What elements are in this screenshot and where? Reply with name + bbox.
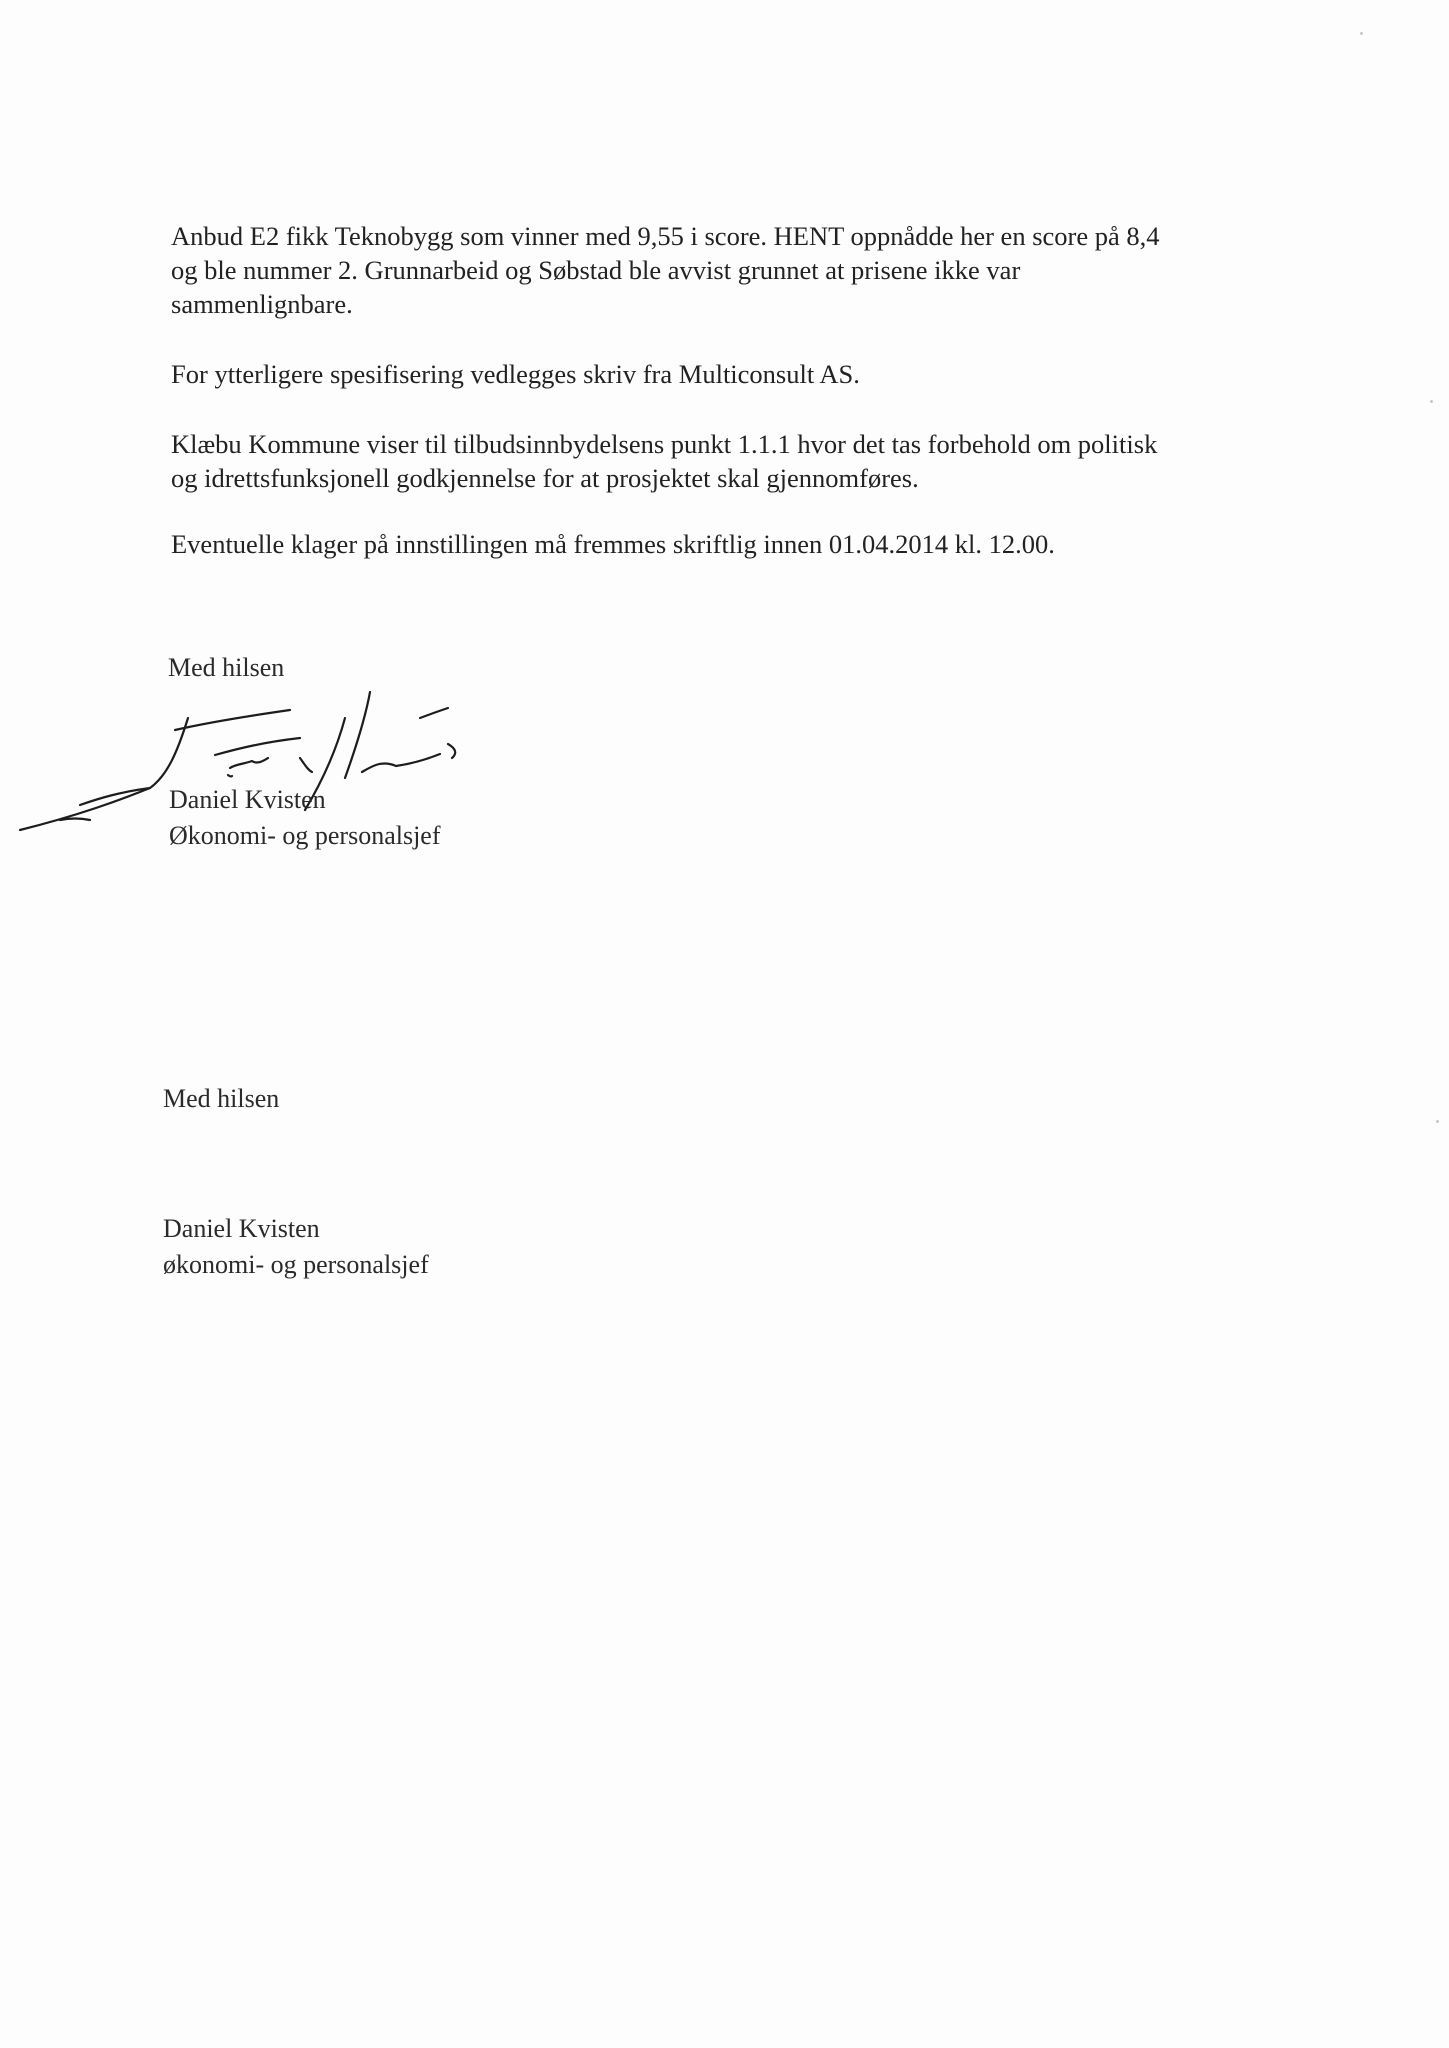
- signed-closing-name: Daniel Kvisten: [169, 785, 326, 814]
- paragraph-reservation: Klæbu Kommune viser til tilbudsinnbydelsens punkt 1.1.1 hvor det tas forbehold om politisk og idrettsfunksjonell godkjennelse for at prosjektet skal gjennomføres.: [171, 429, 1158, 493]
- closing-name: Daniel Kvisten: [163, 1214, 320, 1243]
- closing-title: økonomi- og personalsjef: [163, 1250, 429, 1279]
- closing-greeting: Med hilsen: [163, 1084, 280, 1113]
- scan-speck: [1430, 400, 1433, 403]
- paragraph-specification: For ytterligere spesifisering vedlegges skriv fra Multiconsult AS.: [171, 359, 860, 389]
- signed-closing-title: Økonomi- og personalsjef: [169, 821, 441, 850]
- signed-closing-greeting: Med hilsen: [168, 653, 285, 682]
- scan-speck: [1436, 1120, 1439, 1123]
- paragraph-complaints: Eventuelle klager på innstillingen må fremmes skriftlig innen 01.04.2014 kl. 12.00.: [171, 529, 1055, 559]
- paragraph-tender-e2: Anbud E2 fikk Teknobygg som vinner med 9,55 i score. HENT oppnådde her en score på 8,4 og ble nummer 2. Grunnarbeid og Søbstad ble avvist grunnet at prisene ikke var sammenlignbare.: [171, 221, 1160, 319]
- scan-speck: [1360, 32, 1363, 35]
